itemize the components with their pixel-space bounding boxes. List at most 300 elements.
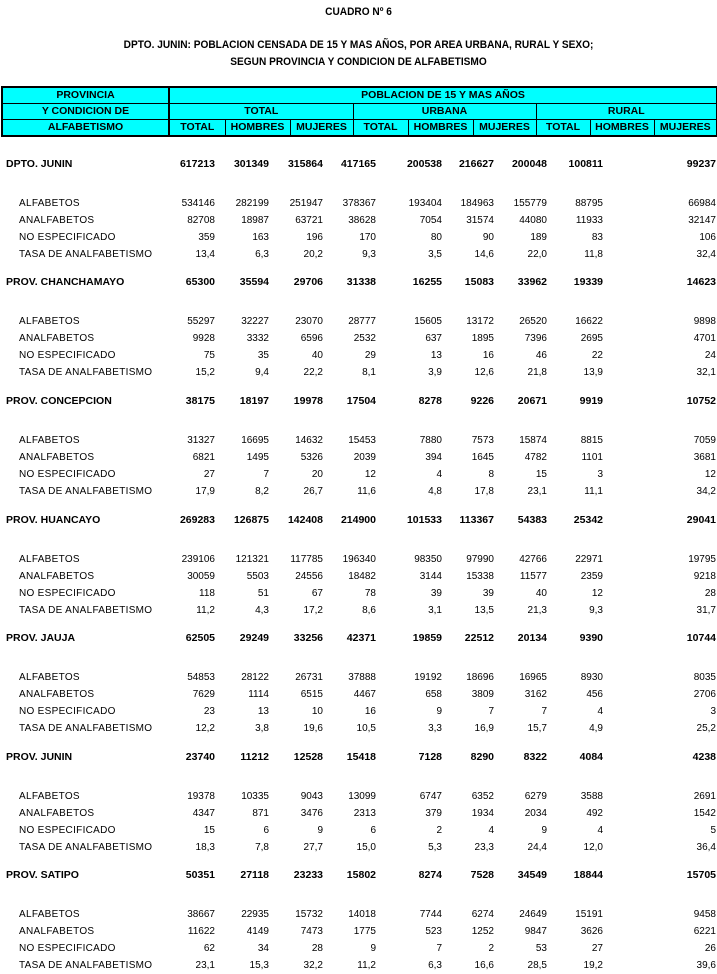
table-cell: 2359 xyxy=(580,571,603,582)
table-cell: 22971 xyxy=(575,554,603,565)
group-cell: 15705 xyxy=(686,869,716,881)
group-label: PROV. SATIPO xyxy=(6,869,79,881)
table-row xyxy=(0,247,717,263)
table-title-line-1: DPTO. JUNIN: POBLACION CENSADA DE 15 Y MAS AÑOS, POR AREA URBANA, RURAL Y SEXO; xyxy=(123,39,594,51)
row-label: ANALFABETOS xyxy=(19,215,95,226)
table-cell: 282199 xyxy=(235,198,269,209)
table-cell: 2 xyxy=(436,825,442,836)
table-cell: 32227 xyxy=(241,316,269,327)
table-cell: 16 xyxy=(364,706,376,717)
row-label: ALFABETOS xyxy=(19,909,80,920)
table-cell: 14,6 xyxy=(474,249,494,260)
table-cell: 28777 xyxy=(348,316,376,327)
table-cell: 39,6 xyxy=(696,960,716,971)
table-cell: 15874 xyxy=(519,435,547,446)
area-header-rural: RURAL xyxy=(536,104,717,120)
table-cell: 44080 xyxy=(519,215,547,226)
table-cell: 658 xyxy=(425,689,442,700)
table-cell: 39 xyxy=(482,588,494,599)
table-cell: 2695 xyxy=(580,333,603,344)
group-cell: 23233 xyxy=(293,869,323,881)
group-cell: 22512 xyxy=(464,632,494,644)
table-cell: 24556 xyxy=(295,571,323,582)
table-cell: 75 xyxy=(203,350,215,361)
table-cell: 492 xyxy=(586,808,603,819)
table-cell: 6221 xyxy=(693,926,716,937)
table-cell: 7473 xyxy=(300,926,323,937)
table-row xyxy=(0,365,717,381)
table-cell: 8 xyxy=(488,469,494,480)
group-cell: 12528 xyxy=(293,751,323,763)
table-cell: 1775 xyxy=(353,926,376,937)
table-row xyxy=(0,552,717,568)
table-cell: 27 xyxy=(591,943,603,954)
table-cell: 18,3 xyxy=(195,842,215,853)
table-cell: 7 xyxy=(488,706,494,717)
table-row xyxy=(0,806,717,822)
group-cell: 19339 xyxy=(573,276,603,288)
table-row xyxy=(0,704,717,720)
table-cell: 26,7 xyxy=(303,486,323,497)
row-label: TASA DE ANALFABETISMO xyxy=(19,249,153,260)
table-cell: 9898 xyxy=(693,316,716,327)
table-cell: 3144 xyxy=(419,571,442,582)
table-cell: 15,7 xyxy=(527,723,547,734)
table-cell: 31,7 xyxy=(696,605,716,616)
table-cell: 98350 xyxy=(414,554,442,565)
table-cell: 36,4 xyxy=(696,842,716,853)
table-cell: 22935 xyxy=(241,909,269,920)
table-cell: 3,8 xyxy=(255,723,269,734)
table-cell: 66984 xyxy=(688,198,716,209)
table-cell: 15605 xyxy=(414,316,442,327)
table-cell: 6,3 xyxy=(428,960,442,971)
table-row xyxy=(0,907,717,923)
table-cell: 9 xyxy=(541,825,547,836)
table-cell: 23,1 xyxy=(527,486,547,497)
table-cell: 1895 xyxy=(471,333,494,344)
group-cell: 17504 xyxy=(346,395,376,407)
group-row xyxy=(0,630,717,646)
group-cell: 214900 xyxy=(340,514,376,526)
table-cell: 2313 xyxy=(353,808,376,819)
table-row xyxy=(0,687,717,703)
table-cell: 2706 xyxy=(693,689,716,700)
table-cell: 193404 xyxy=(408,198,442,209)
col-header-rural-hombres: HOMBRES xyxy=(590,120,654,137)
table-cell: 16695 xyxy=(241,435,269,446)
group-cell: 113367 xyxy=(459,514,494,526)
table-cell: 12,6 xyxy=(474,367,494,378)
table-cell: 40 xyxy=(535,588,547,599)
table-cell: 11,1 xyxy=(584,486,603,497)
col-header-urbana-hombres: HOMBRES xyxy=(408,120,473,137)
row-label: TASA DE ANALFABETISMO xyxy=(19,842,153,853)
group-cell: 50351 xyxy=(185,869,215,881)
row-label: ANALFABETOS xyxy=(19,571,95,582)
table-cell: 3,9 xyxy=(428,367,442,378)
table-cell: 38628 xyxy=(348,215,376,226)
table-cell: 22,2 xyxy=(303,367,323,378)
table-cell: 1252 xyxy=(471,926,494,937)
table-cell: 24,4 xyxy=(527,842,547,853)
group-cell: 9919 xyxy=(579,395,603,407)
table-cell: 239106 xyxy=(181,554,215,565)
table-cell: 28122 xyxy=(241,672,269,683)
table-cell: 5326 xyxy=(300,452,323,463)
table-cell: 19192 xyxy=(414,672,442,683)
table-row xyxy=(0,433,717,449)
table-cell: 40 xyxy=(311,350,323,361)
group-cell: 18197 xyxy=(239,395,269,407)
table-row xyxy=(0,789,717,805)
group-cell: 11212 xyxy=(240,751,269,763)
group-cell: 29706 xyxy=(293,276,323,288)
group-cell: 34549 xyxy=(517,869,547,881)
table-cell: 3476 xyxy=(300,808,323,819)
table-cell: 8930 xyxy=(580,672,603,683)
table-cell: 53 xyxy=(535,943,547,954)
table-cell: 14018 xyxy=(348,909,376,920)
group-row xyxy=(0,749,717,765)
group-cell: 301349 xyxy=(233,158,269,170)
group-cell: 7528 xyxy=(470,869,494,881)
group-cell: 18844 xyxy=(573,869,603,881)
row-label: NO ESPECIFICADO xyxy=(19,588,116,599)
table-cell: 24 xyxy=(704,350,716,361)
table-cell: 17,9 xyxy=(195,486,215,497)
table-cell: 34,2 xyxy=(696,486,716,497)
group-label: PROV. HUANCAYO xyxy=(6,514,101,526)
table-cell: 16,6 xyxy=(474,960,494,971)
table-row xyxy=(0,670,717,686)
table-cell: 163 xyxy=(252,232,269,243)
table-cell: 378367 xyxy=(342,198,376,209)
table-row xyxy=(0,314,717,330)
stub-header-line-1: PROVINCIA xyxy=(2,87,169,104)
table-cell: 3 xyxy=(597,469,603,480)
group-row xyxy=(0,274,717,290)
table-row xyxy=(0,823,717,839)
table-cell: 51 xyxy=(257,588,269,599)
group-cell: 8290 xyxy=(470,751,494,763)
table-cell: 7744 xyxy=(419,909,442,920)
group-cell: 200538 xyxy=(406,158,442,170)
table-cell: 7 xyxy=(436,943,442,954)
table-cell: 23,1 xyxy=(195,960,215,971)
row-label: ALFABETOS xyxy=(19,198,80,209)
group-label: DPTO. JUNIN xyxy=(6,158,73,170)
group-cell: 15418 xyxy=(346,751,376,763)
table-cell: 18987 xyxy=(241,215,269,226)
table-title-line-2: SEGUN PROVINCIA Y CONDICION DE ALFABETISMO xyxy=(230,56,487,68)
group-label: PROV. JAUJA xyxy=(6,632,76,644)
table-cell: 5503 xyxy=(246,571,269,582)
table-cell: 1495 xyxy=(246,452,269,463)
group-label: PROV. JUNIN xyxy=(6,751,73,763)
table-cell: 10335 xyxy=(241,791,269,802)
col-header-total-hombres: HOMBRES xyxy=(225,120,290,137)
table-cell: 4347 xyxy=(192,808,215,819)
table-cell: 9,3 xyxy=(362,249,376,260)
row-label: NO ESPECIFICADO xyxy=(19,232,116,243)
table-row xyxy=(0,569,717,585)
table-cell: 19795 xyxy=(688,554,716,565)
group-label: PROV. CONCEPCION xyxy=(6,395,112,407)
table-cell: 3 xyxy=(710,706,716,717)
group-cell: 27118 xyxy=(240,869,269,881)
table-cell: 23 xyxy=(203,706,215,717)
table-cell: 394 xyxy=(425,452,442,463)
table-row xyxy=(0,586,717,602)
area-header-urbana: URBANA xyxy=(353,104,536,120)
group-cell: 14623 xyxy=(686,276,716,288)
table-cell: 15732 xyxy=(295,909,323,920)
table-cell: 13172 xyxy=(466,316,494,327)
group-cell: 8278 xyxy=(418,395,442,407)
col-header-urbana-total: TOTAL xyxy=(353,120,408,137)
table-cell: 7,8 xyxy=(255,842,269,853)
table-cell: 6515 xyxy=(300,689,323,700)
table-cell: 11,8 xyxy=(584,249,603,260)
group-cell: 15083 xyxy=(464,276,494,288)
group-cell: 100811 xyxy=(568,158,603,170)
table-cell: 4 xyxy=(597,825,603,836)
group-cell: 617213 xyxy=(179,158,215,170)
group-cell: 29041 xyxy=(686,514,716,526)
table-cell: 13 xyxy=(430,350,442,361)
table-cell: 13,4 xyxy=(195,249,215,260)
group-cell: 20134 xyxy=(517,632,547,644)
table-cell: 10 xyxy=(311,706,323,717)
group-cell: 31338 xyxy=(346,276,376,288)
table-cell: 12 xyxy=(704,469,716,480)
table-cell: 1114 xyxy=(248,689,269,700)
table-row xyxy=(0,230,717,246)
group-cell: 10752 xyxy=(686,395,716,407)
row-label: TASA DE ANALFABETISMO xyxy=(19,486,153,497)
table-cell: 11577 xyxy=(519,571,547,582)
table-cell: 117785 xyxy=(290,554,323,565)
table-cell: 3332 xyxy=(246,333,269,344)
table-cell: 1542 xyxy=(693,808,716,819)
table-cell: 9928 xyxy=(192,333,215,344)
group-cell: 35594 xyxy=(239,276,269,288)
super-header: POBLACION DE 15 Y MAS AÑOS xyxy=(169,87,717,104)
table-cell: 16,9 xyxy=(474,723,494,734)
table-cell: 5,3 xyxy=(428,842,442,853)
row-label: ALFABETOS xyxy=(19,435,80,446)
table-cell: 9 xyxy=(317,825,323,836)
table-cell: 7573 xyxy=(471,435,494,446)
table-cell: 1934 xyxy=(471,808,494,819)
table-cell: 28 xyxy=(311,943,323,954)
table-cell: 15338 xyxy=(466,571,494,582)
table-cell: 9 xyxy=(436,706,442,717)
row-label: ANALFABETOS xyxy=(19,689,95,700)
group-cell: 8274 xyxy=(418,869,442,881)
group-cell: 10744 xyxy=(686,632,716,644)
stub-header-line-2: Y CONDICION DE xyxy=(2,104,169,120)
table-cell: 23070 xyxy=(295,316,323,327)
table-cell: 3162 xyxy=(524,689,547,700)
table-cell: 16 xyxy=(482,350,494,361)
table-cell: 15,0 xyxy=(356,842,376,853)
table-row xyxy=(0,213,717,229)
group-cell: 200048 xyxy=(511,158,547,170)
table-cell: 22,0 xyxy=(527,249,547,260)
table-cell: 7054 xyxy=(419,215,442,226)
row-label: TASA DE ANALFABETISMO xyxy=(19,960,153,971)
table-row xyxy=(0,484,717,500)
table-cell: 13,9 xyxy=(583,367,603,378)
table-cell: 34 xyxy=(257,943,269,954)
table-cell: 7396 xyxy=(524,333,547,344)
table-cell: 2691 xyxy=(693,791,716,802)
table-cell: 22 xyxy=(591,350,603,361)
table-cell: 4782 xyxy=(524,452,547,463)
row-label: ANALFABETOS xyxy=(19,452,95,463)
table-cell: 97990 xyxy=(466,554,494,565)
table-cell: 379 xyxy=(425,808,442,819)
row-label: ANALFABETOS xyxy=(19,333,95,344)
table-cell: 4701 xyxy=(693,333,716,344)
group-cell: 29249 xyxy=(239,632,269,644)
table-cell: 9043 xyxy=(300,791,323,802)
group-cell: 126875 xyxy=(233,514,269,526)
table-cell: 7 xyxy=(263,469,269,480)
table-row xyxy=(0,941,717,957)
table-cell: 3588 xyxy=(580,791,603,802)
group-cell: 315864 xyxy=(287,158,323,170)
group-cell: 16255 xyxy=(412,276,442,288)
table-cell: 11933 xyxy=(575,215,603,226)
group-cell: 19978 xyxy=(293,395,323,407)
table-cell: 6 xyxy=(370,825,376,836)
table-cell: 121321 xyxy=(235,554,269,565)
table-cell: 4 xyxy=(436,469,442,480)
table-cell: 12,0 xyxy=(583,842,603,853)
table-cell: 2039 xyxy=(353,452,376,463)
col-header-total-total: TOTAL xyxy=(169,120,225,137)
table-number: CUADRO Nº 6 xyxy=(325,6,392,18)
table-cell: 55297 xyxy=(187,316,215,327)
table-cell: 15,3 xyxy=(249,960,269,971)
row-label: NO ESPECIFICADO xyxy=(19,469,116,480)
table-row xyxy=(0,721,717,737)
table-cell: 13,5 xyxy=(474,605,494,616)
table-cell: 21,8 xyxy=(527,367,547,378)
table-cell: 8,6 xyxy=(362,605,376,616)
table-cell: 3681 xyxy=(693,452,716,463)
row-label: ALFABETOS xyxy=(19,554,80,565)
table-cell: 9847 xyxy=(524,926,547,937)
group-cell: 9226 xyxy=(470,395,494,407)
table-cell: 32,2 xyxy=(303,960,323,971)
table-cell: 15 xyxy=(535,469,547,480)
table-cell: 16965 xyxy=(519,672,547,683)
table-row xyxy=(0,467,717,483)
table-cell: 32,1 xyxy=(696,367,716,378)
group-cell: 42371 xyxy=(346,632,376,644)
group-cell: 25342 xyxy=(573,514,603,526)
col-header-total-mujeres: MUJERES xyxy=(290,120,353,137)
table-cell: 9,3 xyxy=(589,605,603,616)
table-cell: 32147 xyxy=(688,215,716,226)
table-cell: 196340 xyxy=(342,554,376,565)
table-cell: 8,2 xyxy=(255,486,269,497)
table-cell: 35 xyxy=(257,350,269,361)
table-cell: 23,3 xyxy=(474,842,494,853)
table-cell: 28 xyxy=(704,588,716,599)
table-cell: 46 xyxy=(535,350,547,361)
row-label: NO ESPECIFICADO xyxy=(19,825,116,836)
group-cell: 269283 xyxy=(179,514,215,526)
table-cell: 7880 xyxy=(419,435,442,446)
row-label: ALFABETOS xyxy=(19,672,80,683)
table-cell: 27,7 xyxy=(303,842,323,853)
table-cell: 2 xyxy=(488,943,494,954)
table-cell: 2034 xyxy=(524,808,547,819)
table-cell: 32,4 xyxy=(696,249,716,260)
group-cell: 33256 xyxy=(293,632,323,644)
row-label: ANALFABETOS xyxy=(19,808,95,819)
table-cell: 62 xyxy=(203,943,215,954)
col-header-rural-mujeres: MUJERES xyxy=(654,120,717,137)
table-cell: 11,2 xyxy=(196,605,215,616)
table-cell: 12,2 xyxy=(195,723,215,734)
row-label: ALFABETOS xyxy=(19,316,80,327)
group-cell: 38175 xyxy=(185,395,215,407)
table-cell: 3809 xyxy=(471,689,494,700)
table-cell: 20 xyxy=(311,469,323,480)
table-row xyxy=(0,840,717,856)
stub-header-line-3: ALFABETISMO xyxy=(2,120,169,137)
table-row xyxy=(0,196,717,212)
table-cell: 155779 xyxy=(513,198,547,209)
table-cell: 4,3 xyxy=(255,605,269,616)
table-cell: 16622 xyxy=(575,316,603,327)
table-cell: 1101 xyxy=(581,452,603,463)
table-cell: 31327 xyxy=(187,435,215,446)
table-cell: 6,3 xyxy=(255,249,269,260)
table-cell: 251947 xyxy=(289,198,323,209)
group-cell: 99237 xyxy=(686,158,716,170)
table-cell: 4 xyxy=(597,706,603,717)
table-cell: 7059 xyxy=(693,435,716,446)
table-cell: 8035 xyxy=(693,672,716,683)
table-cell: 4,9 xyxy=(589,723,603,734)
table-cell: 18482 xyxy=(348,571,376,582)
table-cell: 14632 xyxy=(295,435,323,446)
area-header-total: TOTAL xyxy=(169,104,353,120)
table-cell: 19,2 xyxy=(583,960,603,971)
table-cell: 871 xyxy=(252,808,269,819)
table-cell: 83 xyxy=(591,232,603,243)
table-cell: 6279 xyxy=(524,791,547,802)
table-cell: 26 xyxy=(704,943,716,954)
table-cell: 9 xyxy=(370,943,376,954)
row-label: ALFABETOS xyxy=(19,791,80,802)
table-cell: 6352 xyxy=(471,791,494,802)
table-cell: 30059 xyxy=(187,571,215,582)
table-cell: 9,4 xyxy=(255,367,269,378)
group-cell: 33962 xyxy=(517,276,547,288)
table-cell: 20,2 xyxy=(303,249,323,260)
table-cell: 2532 xyxy=(353,333,376,344)
table-row xyxy=(0,331,717,347)
table-cell: 8,1 xyxy=(362,367,376,378)
